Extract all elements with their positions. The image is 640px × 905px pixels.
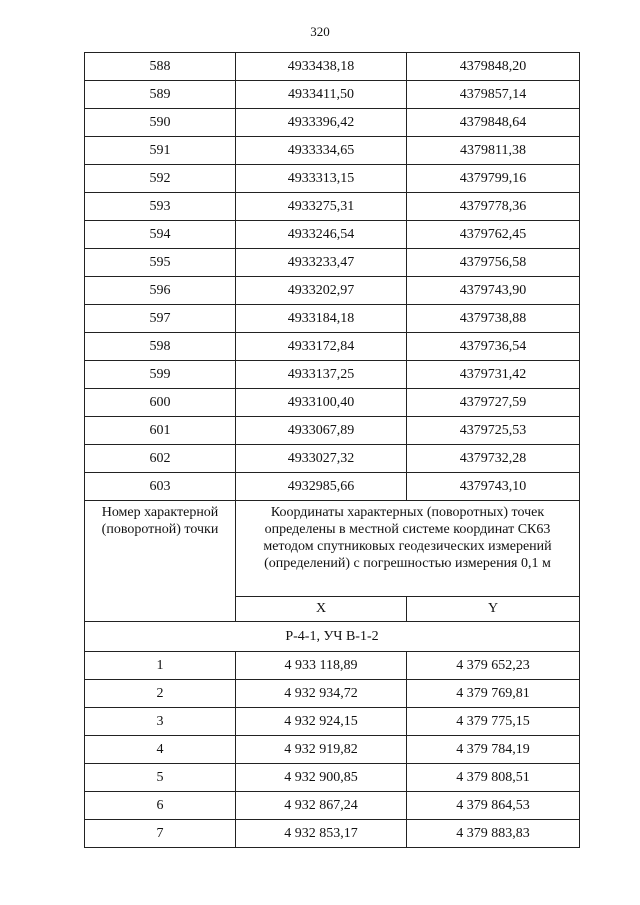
table-row bbox=[85, 792, 580, 820]
point-number: 5 bbox=[85, 764, 236, 792]
point-number: 601 bbox=[85, 417, 236, 445]
table-row bbox=[85, 137, 580, 165]
coord-x: 4933137,25 bbox=[236, 361, 407, 389]
coord-y: 4379732,28 bbox=[407, 445, 580, 473]
coord-y: 4 379 864,53 bbox=[407, 792, 580, 820]
table-row bbox=[85, 680, 580, 708]
coord-x: 4933246,54 bbox=[236, 221, 407, 249]
coordinates-table bbox=[84, 52, 580, 848]
point-number: 2 bbox=[85, 680, 236, 708]
point-number: 599 bbox=[85, 361, 236, 389]
coord-y: 4379738,88 bbox=[407, 305, 580, 333]
coord-x: 4933067,89 bbox=[236, 417, 407, 445]
point-number-header: Номер характерной (поворотной) точки bbox=[85, 501, 236, 622]
point-number: 596 bbox=[85, 277, 236, 305]
header-row bbox=[85, 501, 580, 597]
table-row bbox=[85, 53, 580, 81]
coord-x: 4933438,18 bbox=[236, 53, 407, 81]
coord-x: 4933334,65 bbox=[236, 137, 407, 165]
bottom-rows bbox=[85, 652, 580, 848]
point-number: 602 bbox=[85, 445, 236, 473]
point-number: 590 bbox=[85, 109, 236, 137]
point-number: 595 bbox=[85, 249, 236, 277]
coord-y: 4379857,14 bbox=[407, 81, 580, 109]
coord-x: 4933172,84 bbox=[236, 333, 407, 361]
coord-y: 4379756,58 bbox=[407, 249, 580, 277]
table-row bbox=[85, 445, 580, 473]
coord-x: 4933396,42 bbox=[236, 109, 407, 137]
page-number: 320 bbox=[310, 24, 330, 39]
coord-y: 4 379 784,19 bbox=[407, 736, 580, 764]
coord-x: 4933233,47 bbox=[236, 249, 407, 277]
table-row bbox=[85, 277, 580, 305]
table-row bbox=[85, 81, 580, 109]
coord-y: 4379799,16 bbox=[407, 165, 580, 193]
point-number: 3 bbox=[85, 708, 236, 736]
point-number: 591 bbox=[85, 137, 236, 165]
table-row bbox=[85, 473, 580, 501]
coord-x: 4932985,66 bbox=[236, 473, 407, 501]
table-row bbox=[85, 652, 580, 680]
table-row bbox=[85, 820, 580, 848]
section-title: Р-4-1, УЧ В-1-2 bbox=[85, 622, 580, 652]
coord-y: 4 379 808,51 bbox=[407, 764, 580, 792]
table-header bbox=[85, 501, 580, 652]
coord-y: 4 379 883,83 bbox=[407, 820, 580, 848]
coord-x: 4 932 924,15 bbox=[236, 708, 407, 736]
point-number: 1 bbox=[85, 652, 236, 680]
coord-x: 4 932 867,24 bbox=[236, 792, 407, 820]
coord-x: 4933411,50 bbox=[236, 81, 407, 109]
column-y-header: Y bbox=[407, 597, 580, 622]
coord-y: 4379727,59 bbox=[407, 389, 580, 417]
coord-x: 4933184,18 bbox=[236, 305, 407, 333]
point-number: 6 bbox=[85, 792, 236, 820]
table-row bbox=[85, 389, 580, 417]
table-row bbox=[85, 193, 580, 221]
point-number: 4 bbox=[85, 736, 236, 764]
coord-x: 4 932 900,85 bbox=[236, 764, 407, 792]
table-row bbox=[85, 165, 580, 193]
coord-x: 4 932 919,82 bbox=[236, 736, 407, 764]
coord-y: 4379743,90 bbox=[407, 277, 580, 305]
section-row bbox=[85, 622, 580, 652]
coord-y: 4379736,54 bbox=[407, 333, 580, 361]
coord-y: 4 379 652,23 bbox=[407, 652, 580, 680]
point-number: 600 bbox=[85, 389, 236, 417]
table-row bbox=[85, 361, 580, 389]
coord-y: 4379811,38 bbox=[407, 137, 580, 165]
point-number: 597 bbox=[85, 305, 236, 333]
coord-x: 4933275,31 bbox=[236, 193, 407, 221]
point-number: 594 bbox=[85, 221, 236, 249]
table-row bbox=[85, 109, 580, 137]
table-row bbox=[85, 736, 580, 764]
column-x-header: X bbox=[236, 597, 407, 622]
point-number: 592 bbox=[85, 165, 236, 193]
coord-x: 4 933 118,89 bbox=[236, 652, 407, 680]
table-row bbox=[85, 333, 580, 361]
coord-x: 4933027,32 bbox=[236, 445, 407, 473]
table-row bbox=[85, 305, 580, 333]
coord-y: 4379731,42 bbox=[407, 361, 580, 389]
coord-x: 4933313,15 bbox=[236, 165, 407, 193]
point-number: 593 bbox=[85, 193, 236, 221]
coord-x: 4 932 853,17 bbox=[236, 820, 407, 848]
table-row bbox=[85, 708, 580, 736]
point-number: 588 bbox=[85, 53, 236, 81]
coord-x: 4933202,97 bbox=[236, 277, 407, 305]
coord-y: 4379848,20 bbox=[407, 53, 580, 81]
coord-y: 4379725,53 bbox=[407, 417, 580, 445]
coord-y: 4379743,10 bbox=[407, 473, 580, 501]
point-number: 598 bbox=[85, 333, 236, 361]
point-number: 603 bbox=[85, 473, 236, 501]
coord-x: 4933100,40 bbox=[236, 389, 407, 417]
point-number: 7 bbox=[85, 820, 236, 848]
top-rows bbox=[85, 53, 580, 501]
table-row bbox=[85, 417, 580, 445]
coordinates-header: Координаты характерных (поворотных) точек определены в местной системе координат СК63 методом спутниковых геодезических измерений (определений) с погрешностью измерения 0,1 м bbox=[236, 501, 580, 597]
point-number: 589 bbox=[85, 81, 236, 109]
coord-y: 4379778,36 bbox=[407, 193, 580, 221]
coord-y: 4379848,64 bbox=[407, 109, 580, 137]
table-row bbox=[85, 221, 580, 249]
coord-x: 4 932 934,72 bbox=[236, 680, 407, 708]
coord-y: 4379762,45 bbox=[407, 221, 580, 249]
coord-y: 4 379 775,15 bbox=[407, 708, 580, 736]
table-row bbox=[85, 764, 580, 792]
coord-y: 4 379 769,81 bbox=[407, 680, 580, 708]
table-row bbox=[85, 249, 580, 277]
